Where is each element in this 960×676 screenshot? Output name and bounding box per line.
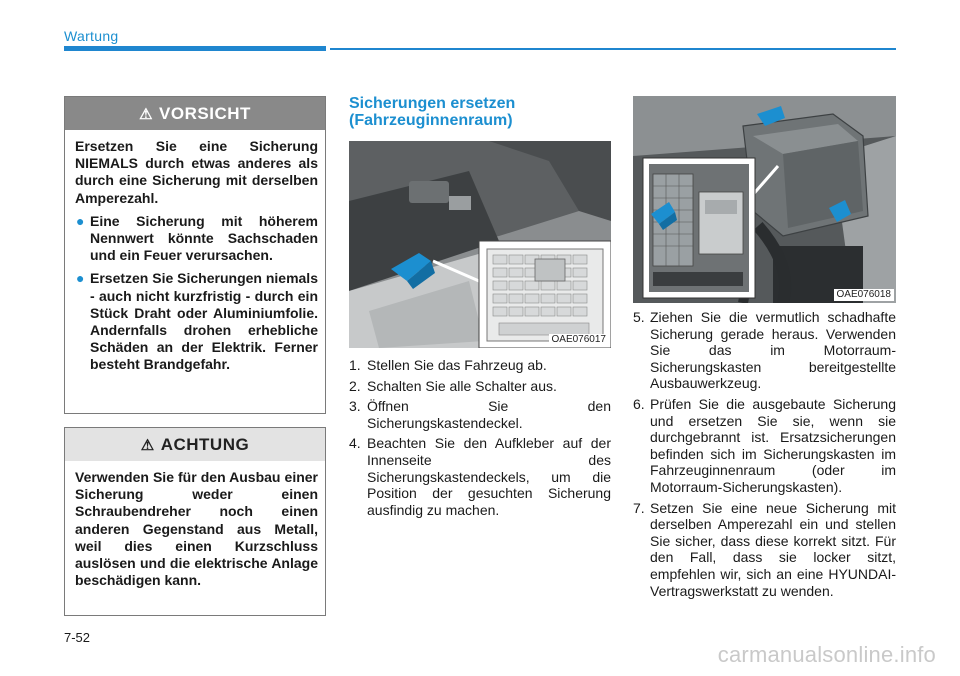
achtung-title: ACHTUNG — [160, 434, 250, 454]
steps-list-left — [349, 357, 611, 522]
step-text: Öffnen Sie den Sicherungskastendeckel. — [367, 398, 611, 431]
achtung-header — [65, 428, 325, 461]
list-item — [349, 435, 611, 518]
figure-code-label: OAE076018 — [834, 289, 895, 301]
warning-triangle-icon: ⚠ — [140, 436, 155, 454]
bullet-icon: ● — [76, 212, 85, 229]
list-item — [349, 357, 611, 374]
vorsicht-header — [65, 97, 325, 130]
interior-fusebox-illustration — [349, 141, 611, 348]
step-text: Setzen Sie eine neue Sicherung mit derselben Amperezahl ein und stellen Sie sicher, dass diese korrekt sitzt. Für den Fall, dass sie locker sitzt, empfehlen wir, sich an eine HYUNDAI-Vertragswerkstatt zu wenden. — [650, 499, 896, 599]
vorsicht-box — [64, 96, 326, 414]
step-text: Stellen Sie das Fahrzeug ab. — [367, 357, 547, 373]
step-text: Schalten Sie alle Schalter aus. — [367, 377, 557, 394]
section-title: Sicherungen ersetzen (Fahrzeuginnenraum) — [349, 95, 516, 129]
steps-list-right — [633, 309, 896, 603]
engine-fusebox-illustration — [633, 96, 896, 303]
bullet-icon: ● — [76, 270, 85, 287]
list-item — [75, 270, 318, 373]
section-header: Wartung — [64, 28, 119, 44]
bullet-text: Ersetzen Sie Sicherungen niemals - auch nicht kurzfristig - durch ein Stück Draht oder Aluminiumfolie. Andernfalls drohen erhebliche Schäden an der Elektrik. Ferner besteht Brandgefahr. — [90, 270, 318, 373]
engine-fusebox-drawing — [633, 96, 896, 303]
step-number: 1. — [349, 357, 361, 373]
step-number: 3. — [349, 398, 361, 415]
step-number: 7. — [633, 499, 645, 516]
header-rule-thin — [330, 48, 896, 50]
step-number: 5. — [633, 309, 645, 325]
vorsicht-body — [65, 130, 325, 386]
step-number: 6. — [633, 395, 645, 412]
list-item — [349, 378, 611, 395]
vorsicht-bullet-list — [75, 213, 318, 374]
vorsicht-intro: Ersetzen Sie eine Sicherung NIEMALS durch etwas anderes als durch eine Sicherung mit derselben Amperezahl. — [75, 138, 318, 206]
achtung-body — [65, 461, 325, 601]
page-number: 7-52 — [64, 630, 91, 645]
list-item — [75, 213, 318, 265]
list-item — [633, 500, 896, 600]
step-number: 4. — [349, 435, 361, 452]
achtung-text: Verwenden Sie für den Ausbau einer Sicherung weder einen Schraubendreher noch einen anderen Gegenstand aus Metall, weil dies einen Kurzschluss auslösen und die elektrische Anlage beschädigen kann. — [75, 469, 318, 589]
interior-fusebox-drawing — [349, 141, 611, 348]
list-item — [633, 309, 896, 392]
header-rule-thick — [64, 46, 326, 51]
step-text: Beachten Sie den Aufkleber auf der Innenseite des Sicherungskastendeckels, um die Position der gesuchten Sicherung ausfindig zu machen. — [367, 435, 611, 518]
vorsicht-title: VORSICHT — [159, 103, 251, 123]
step-text: Prüfen Sie die ausgebaute Sicherung und ersetzen Sie sie, wenn sie durchgebrannt ist. Ersatzsicherungen befinden sich im Sicherungskasten im Fahrzeuginnenraum (oder im Motorraum-Sicherungskasten). — [650, 395, 896, 495]
bullet-text: Eine Sicherung mit höherem Nennwert könnte Sachschaden und ein Feuer verursachen. — [90, 212, 318, 264]
figure-code-label: OAE076017 — [549, 334, 610, 346]
watermark: carmanualsonline.info — [717, 642, 936, 667]
step-number: 2. — [349, 377, 361, 394]
list-item — [633, 396, 896, 496]
list-item — [349, 398, 611, 431]
step-text: Ziehen Sie die vermutlich schadhafte Sicherung gerade heraus. Verwenden Sie das im Motorraum-Sicherungskasten bereitgestellte Ausbauwerkzeug. — [650, 309, 896, 392]
achtung-box — [64, 427, 326, 616]
warning-triangle-icon: ⚠ — [139, 105, 154, 123]
